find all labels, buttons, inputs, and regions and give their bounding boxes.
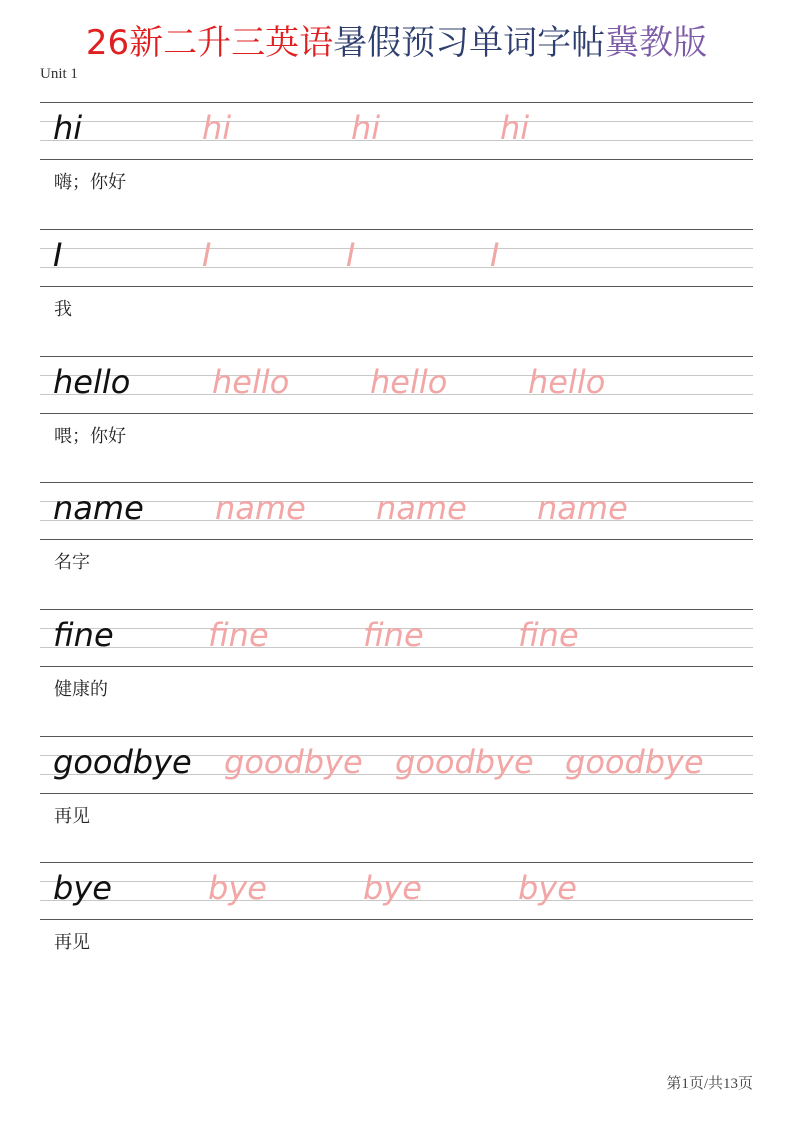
word-trace: goodbye <box>224 743 363 781</box>
word-meaning: 嗨；你好 <box>54 172 126 193</box>
writing-line <box>40 159 753 160</box>
writing-line <box>40 919 753 920</box>
title-part-subject: 暑假预习单词字帖 <box>333 23 606 63</box>
word-trace: hi <box>202 109 232 147</box>
writing-line <box>40 793 753 794</box>
word-trace: bye <box>518 869 577 907</box>
writing-line <box>40 286 753 287</box>
title-part-edition: 冀教版 <box>605 23 708 63</box>
word-entry <box>40 609 753 667</box>
writing-line <box>40 862 753 863</box>
word-entry <box>40 229 753 287</box>
word-trace: hi <box>351 109 381 147</box>
writing-line <box>40 539 753 540</box>
word-trace: name <box>537 489 628 527</box>
word-trace: hello <box>370 363 448 401</box>
word-meaning: 喂；你好 <box>54 426 126 447</box>
writing-line <box>40 229 753 230</box>
word-meaning: 健康的 <box>54 679 108 700</box>
word-meaning: 我 <box>54 299 72 320</box>
word-entry <box>40 102 753 160</box>
writing-line <box>40 666 753 667</box>
word-entry <box>40 482 753 540</box>
word-trace: name <box>376 489 467 527</box>
word-trace: fine <box>518 616 579 654</box>
word-trace: fine <box>363 616 424 654</box>
word-meaning: 再见 <box>54 932 90 953</box>
writing-line <box>40 609 753 610</box>
word-trace: I <box>202 236 212 274</box>
word-entry <box>40 736 753 794</box>
word-trace: goodbye <box>395 743 534 781</box>
word-trace: I <box>490 236 500 274</box>
writing-line <box>40 121 753 122</box>
word-model: hi <box>53 109 83 147</box>
page-title <box>0 20 793 66</box>
word-entry <box>40 356 753 414</box>
unit-label: Unit 1 <box>40 66 78 82</box>
word-trace: bye <box>208 869 267 907</box>
word-model: fine <box>53 616 114 654</box>
word-trace: hello <box>212 363 290 401</box>
word-trace: hi <box>500 109 530 147</box>
word-model: hello <box>53 363 131 401</box>
word-meaning: 再见 <box>54 806 90 827</box>
word-trace: hello <box>528 363 606 401</box>
writing-line <box>40 413 753 414</box>
word-model: bye <box>53 869 112 907</box>
writing-line <box>40 248 753 249</box>
writing-line <box>40 102 753 103</box>
word-trace: goodbye <box>565 743 704 781</box>
word-meaning: 名字 <box>54 552 90 573</box>
writing-line <box>40 736 753 737</box>
word-model: goodbye <box>53 743 192 781</box>
word-model: I <box>53 236 63 274</box>
writing-line <box>40 482 753 483</box>
word-model: name <box>53 489 144 527</box>
title-part-grade: 26新二升三英语 <box>85 23 334 63</box>
writing-line <box>40 356 753 357</box>
word-trace: fine <box>208 616 269 654</box>
word-entry <box>40 862 753 920</box>
word-trace: bye <box>363 869 422 907</box>
writing-line <box>40 140 753 141</box>
page-number: 第1页/共13页 <box>666 1076 753 1092</box>
writing-line <box>40 267 753 268</box>
word-trace: name <box>215 489 306 527</box>
word-trace: I <box>346 236 356 274</box>
